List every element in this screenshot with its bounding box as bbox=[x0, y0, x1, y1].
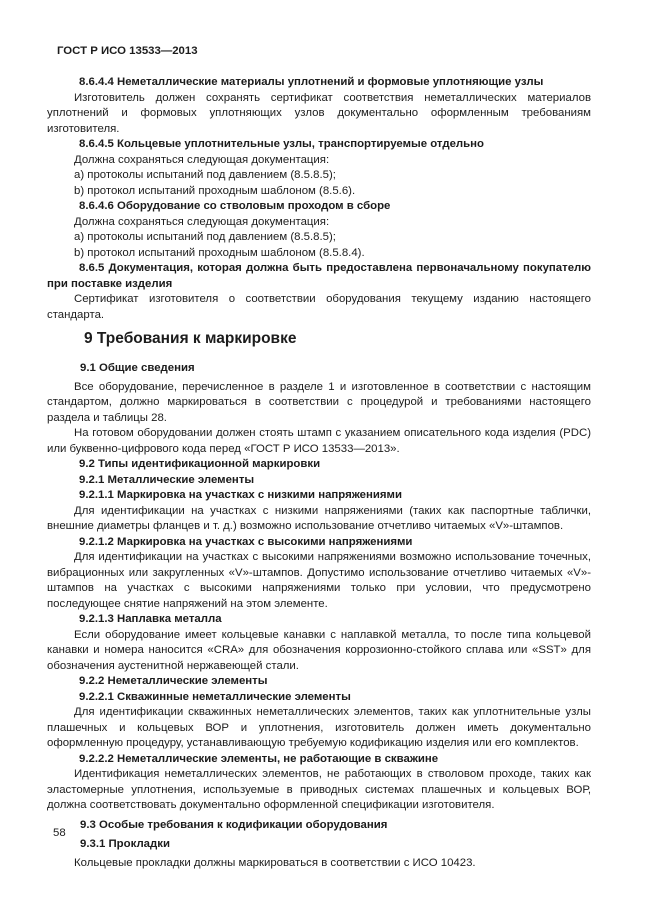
list-item-a: a) протоколы испытаний под давлением (8.5.8.5); bbox=[74, 231, 336, 243]
paragraph: Для идентификации на участках с высокими напряжениями возможно использование точечных, вибрационных или закругленных «V»-штампов. Допустимо использование отчетливо читаемых «V»-штампов на участках с высокими напряжениями только при условии, что предусмотрено последующее снятие напряжений на этом элементе. bbox=[47, 551, 591, 610]
clause-heading-9-2-2-2: 9.2.2.2 Неметаллические элементы, не работающие в скважине bbox=[79, 752, 439, 765]
paragraph: Все оборудование, перечисленное в разделе 1 и изготовленное в соответствии с настоящим стандартом, должно маркироваться в соответствии с процедурой и требованиями настоящего раздела и таблицы 28. bbox=[47, 380, 591, 424]
clause-heading-9-2-2: 9.2.2 Неметаллические элементы bbox=[79, 675, 268, 687]
clause-heading-9-2: 9.2 Типы идентификационной маркировки bbox=[79, 458, 321, 470]
clause-heading-9-2-1-2: 9.2.1.2 Маркировка на участках с высокими напряжениями bbox=[79, 535, 413, 548]
list-item-b: b) протокол испытаний проходным шаблоном (8.5.8.4). bbox=[74, 246, 365, 259]
paragraph: На готовом оборудовании должен стоять штамп с указанием описательного кода изделия (PDC) или буквенно-цифрового кода перед «ГОСТ Р ИСО 13533—2013». bbox=[47, 427, 591, 455]
paragraph: Кольцевые прокладки должны маркироваться в соответствии с ИСО 10423. bbox=[74, 856, 476, 869]
document-code-header: ГОСТ Р ИСО 13533—2013 bbox=[57, 45, 198, 57]
paragraph: Для идентификации скважинных неметаллических элементов, таких как уплотнительные узлы плашечных и кольцевых ВОР и уплотнения, изготовитель должен иметь документально оформленную процедуру, устанавливающую требуемую кодификацию изделия или его комплектов. bbox=[47, 706, 591, 749]
chapter-heading-9: 9 Требования к маркировке bbox=[84, 330, 297, 347]
clause-heading-8-6-4-6: 8.6.4.6 Оборудование со стволовым проходом в сборе bbox=[79, 200, 391, 212]
paragraph: Если оборудование имеет кольцевые канавки с наплавкой металла, то после типа кольцевой канавки и номера наносится «CRA» для обозначения коррозионно-стойкого сплава или «SST» для обозначения аустенитной нержавеющей стали. bbox=[47, 628, 591, 672]
subsection-heading-9-3: 9.3 Особые требования к кодификации оборудования bbox=[80, 818, 388, 831]
clause-heading-9-2-1-1: 9.2.1.1 Маркировка на участках с низкими напряжениями bbox=[79, 489, 402, 501]
page-number: 58 bbox=[53, 827, 66, 839]
clause-heading-8-6-5: 8.6.5 Документация, которая должна быть предоставлена первоначальному покупателю при поставке изделия bbox=[47, 262, 591, 290]
paragraph: Должна сохраняться следующая документация: bbox=[74, 153, 330, 166]
subsection-heading-9-1: 9.1 Общие сведения bbox=[80, 362, 195, 374]
clause-heading-9-2-2-1: 9.2.2.1 Скважинные неметаллические элементы bbox=[79, 690, 351, 703]
paragraph: Сертификат изготовителя о соответствии оборудования текущему изданию настоящего стандарта. bbox=[47, 293, 591, 321]
clause-heading-9-2-1: 9.2.1 Металлические элементы bbox=[79, 473, 255, 486]
clause-heading-8-6-4-5: 8.6.4.5 Кольцевые уплотнительные узлы, транспортируемые отдельно bbox=[79, 138, 484, 150]
paragraph: Идентификация неметаллических элементов, не работающих в стволовом проходе, таких как эластомерные уплотнения, используемые в приводных системах плашечных и кольцевых ВОР, должна соответствовать документально оформленной спецификации изготовителя. bbox=[47, 768, 591, 811]
paragraph: Изготовитель должен сохранять сертификат соответствия неметаллических материалов уплотнений и формовых уплотняющих узлов документально оформленным требованиям изготовителя. bbox=[47, 91, 591, 135]
list-item-b: b) протокол испытаний проходным шаблоном (8.5.6). bbox=[74, 184, 356, 197]
subsection-heading-9-3-1: 9.3.1 Прокладки bbox=[80, 838, 170, 850]
paragraph: Должна сохраняться следующая документация: bbox=[74, 215, 330, 228]
clause-heading-8-6-4-4: 8.6.4.4 Неметаллические материалы уплотнений и формовые уплотняющие узлы bbox=[79, 76, 544, 88]
document-body bbox=[47, 75, 591, 871]
list-item-a: a) протоколы испытаний под давлением (8.5.8.5); bbox=[74, 169, 336, 181]
paragraph: Для идентификации на участках с низкими напряжениями (таких как паспортные таблички, внешние диаметры фланцев и т. д.) возможно использование отчетливо читаемых «V»-штампов. bbox=[47, 504, 591, 532]
clause-heading-9-2-1-3: 9.2.1.3 Наплавка металла bbox=[79, 613, 222, 625]
